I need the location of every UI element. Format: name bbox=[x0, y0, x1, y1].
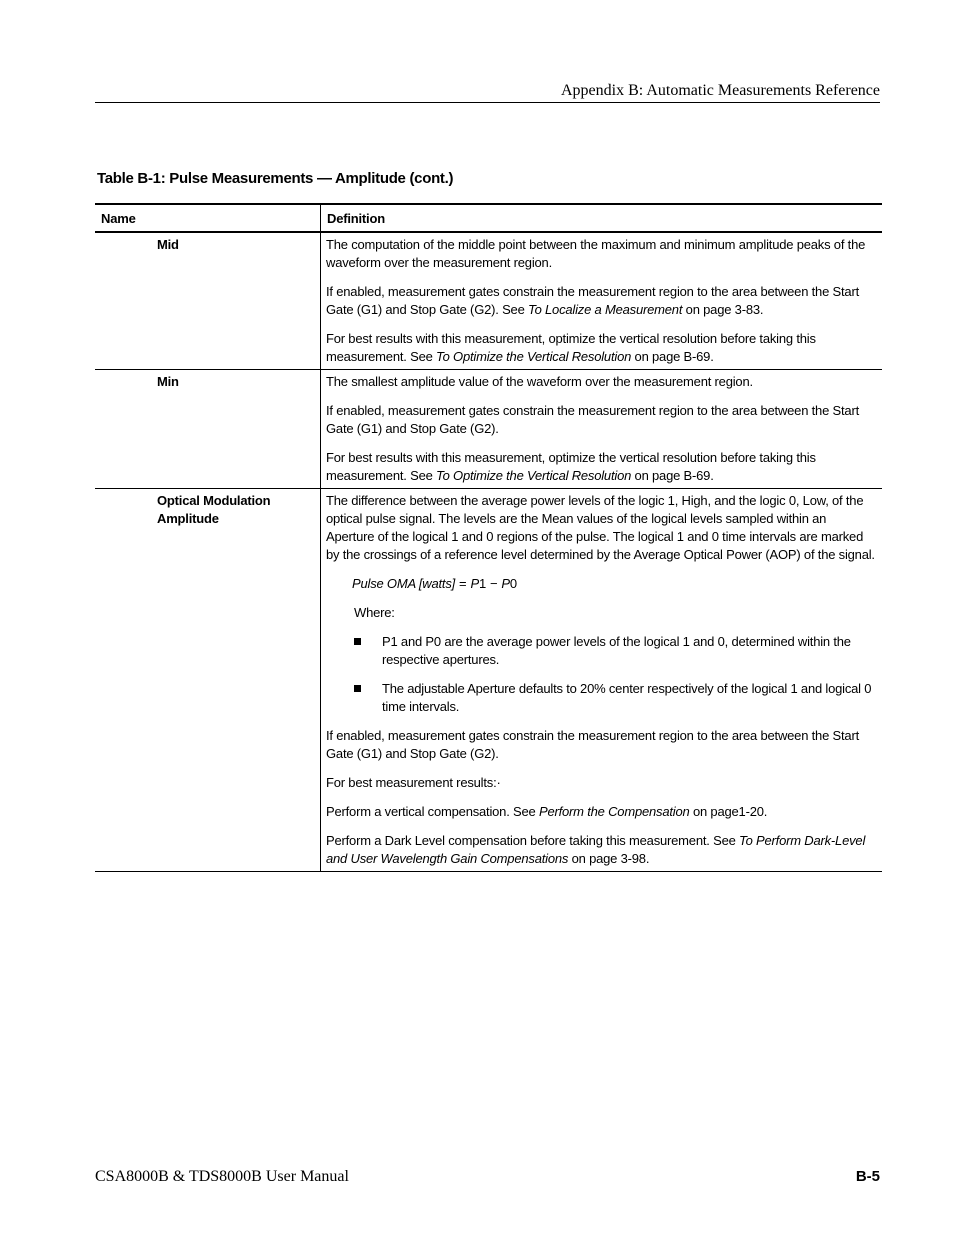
definition-paragraph: Perform a Dark Level compensation before taking this measurement. See To Perform Dark-Level and User Wavelength Gain Compensations on page 3-98. bbox=[326, 833, 866, 866]
running-header: Appendix B: Automatic Measurements Reference bbox=[560, 82, 880, 99]
measurement-definition bbox=[321, 489, 883, 872]
measurement-name: Optical Modulation Amplitude bbox=[95, 489, 321, 872]
measurement-name: Min bbox=[95, 370, 321, 489]
footer-manual-title: CSA8000B & TDS8000B User Manual bbox=[95, 1168, 349, 1185]
definition-paragraph: The smallest amplitude value of the waveform over the measurement region. bbox=[326, 374, 753, 389]
bullet-list bbox=[326, 633, 877, 716]
cross-reference-link[interactable]: To Perform Dark-Level and User Wavelength Gain Compensations bbox=[326, 833, 866, 866]
definition-paragraph: If enabled, measurement gates constrain the measurement region to the area between the Start Gate (G1) and Stop Gate (G2). See To Localize a Measurement on page 3-83. bbox=[326, 284, 859, 317]
list-item: The adjustable Aperture defaults to 20% center respectively of the logical 1 and logical 0 time intervals. bbox=[382, 680, 877, 716]
definition-paragraph: For best results with this measurement, optimize the vertical resolution before taking this measurement. See To Optimize the Vertical Resolution on page B-69. bbox=[326, 450, 816, 483]
table-row-oma bbox=[95, 489, 882, 872]
table-row-min bbox=[95, 370, 882, 489]
oma-equation: Pulse OMA [watts] = P1 − P0 bbox=[352, 576, 517, 591]
definition-paragraph: If enabled, measurement gates constrain the measurement region to the area between the Start Gate (G1) and Stop Gate (G2). bbox=[326, 403, 859, 436]
pulse-measurements-table bbox=[95, 203, 882, 872]
square-bullet-icon bbox=[354, 638, 361, 645]
definition-paragraph: The difference between the average power levels of the logic 1, High, and the logic 0, Low, of the optical pulse signal. The levels are the Mean values of the logical levels sampled within an Aperture of the logical 1 and 0 regions of the pulse. The logical 1 and 0 time intervals are marked by the crossings of a reference level determined by the Average Optical Power (AOP) of the signal. bbox=[326, 493, 875, 562]
measurement-definition bbox=[321, 370, 883, 489]
list-item: P1 and P0 are the average power levels of the logical 1 and 0, determined within the respective apertures. bbox=[382, 633, 877, 669]
table-row-mid bbox=[95, 232, 882, 370]
header-rule bbox=[95, 102, 880, 103]
where-label: Where: bbox=[354, 605, 395, 620]
square-bullet-icon bbox=[354, 685, 361, 692]
cross-reference-link[interactable]: To Optimize the Vertical Resolution bbox=[436, 349, 632, 364]
definition-paragraph: The computation of the middle point between the maximum and minimum amplitude peaks of the waveform over the measurement region. bbox=[326, 237, 866, 270]
measurement-name: Mid bbox=[95, 232, 321, 370]
cross-reference-link[interactable]: To Optimize the Vertical Resolution bbox=[436, 468, 632, 483]
table-header-row bbox=[95, 204, 882, 232]
definition-paragraph: For best measurement results:· bbox=[326, 775, 501, 790]
footer-page-number: B-5 bbox=[855, 1168, 880, 1185]
column-header-definition: Definition bbox=[321, 204, 883, 232]
column-header-name: Name bbox=[95, 204, 321, 232]
cross-reference-link[interactable]: Perform the Compensation bbox=[538, 804, 690, 819]
definition-paragraph: If enabled, measurement gates constrain the measurement region to the area between the Start Gate (G1) and Stop Gate (G2). bbox=[326, 728, 859, 761]
measurement-definition bbox=[321, 232, 883, 370]
table-caption: Table B-1: Pulse Measurements — Amplitude (cont.) bbox=[97, 170, 454, 187]
definition-paragraph: Perform a vertical compensation. See Perform the Compensation on page1-20. bbox=[326, 804, 768, 819]
cross-reference-link[interactable]: To Localize a Measurement bbox=[528, 302, 683, 317]
definition-paragraph: For best results with this measurement, optimize the vertical resolution before taking this measurement. See To Optimize the Vertical Resolution on page B-69. bbox=[326, 331, 816, 364]
